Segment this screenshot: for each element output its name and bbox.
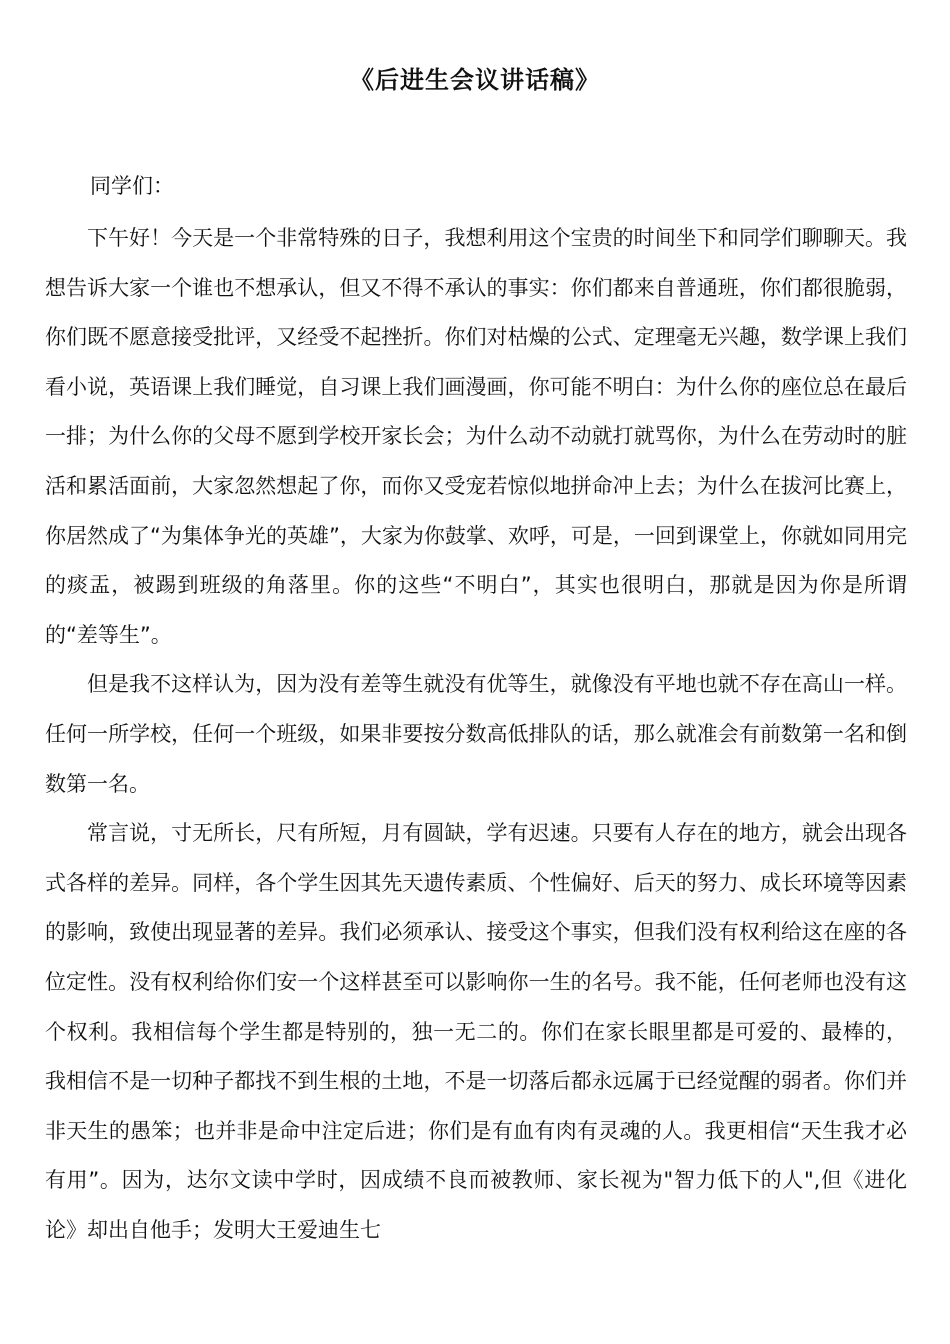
document-body (45, 214, 907, 1255)
salutation: 同学们： (90, 174, 174, 198)
document-title: 《后进生会议讲话稿》 (350, 66, 600, 94)
paragraph: 常言说，寸无所长，尺有所短，月有圆缺，学有迟速。只要有人存在的地方，就会出现各式各样的差异。同样，各个学生因其先天遗传素质、个性偏好、后天的努力、成长环境等因素的影响，致使出现显著的差异。我们必须承认、接受这个事实，但我们没有权利给这在座的各位定性。没有权利给你们安一个这样甚至可以影响你一生的名号。我不能，任何老师也没有这个权利。我相信每个学生都是特别的，独一无二的。你们在家长眼里都是可爱的、最棒的， 我相信不是一切种子都找不到生根的土地，不是一切落后都永远属于已经觉醒的弱者。你们并非天生的愚笨；也并非是命中注定后进；你们是有血有肉有灵魂的人。我更相信“天生我才必有用”。因为，达尔文读中学时，因成绩不良而被教师、家长视为"智力低下的人",但《进化论》却出自他手；发明大王爱迪生七 (45, 821, 907, 1242)
paragraph: 但是我不这样认为，因为没有差等生就没有优等生，就像没有平地也就不存在高山一样。任何一所学校，任何一个班级，如果非要按分数高低排队的话，那么就准会有前数第一名和倒数第一名。 (45, 672, 907, 796)
paragraph: 下午好！今天是一个非常特殊的日子，我想利用这个宝贵的时间坐下和同学们聊聊天。我想告诉大家一个谁也不想承认，但又不得不承认的事实：你们都来自普通班，你们都很脆弱，你们既不愿意接受批评，又经受不起挫折。你们对枯燥的公式、定理毫无兴趣，数学课上我们看小说，英语课上我们睡觉，自习课上我们画漫画，你可能不明白：为什么你的座位总在最后一排；为什么你的父母不愿到学校开家长会；为什么动不动就打就骂你，为什么在劳动时的脏活和累活面前，大家忽然想起了你，而你又受宠若惊似地拼命冲上去；为什么在拔河比赛上，你居然成了“为集体争光的英雄”，大家为你鼓掌、欢呼，可是，一回到课堂上，你就如同用完的痰盂，被踢到班级的角落里。你的这些“不明白”，其实也很明白，那就是因为你是所谓的“差等生”。 (45, 226, 907, 647)
